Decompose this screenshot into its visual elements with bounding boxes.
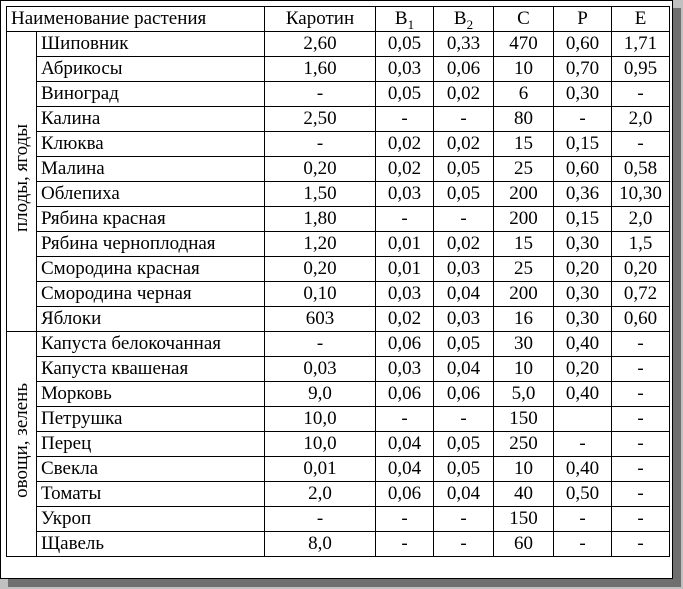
table-row bbox=[7, 407, 670, 432]
value-b1: 0,06 bbox=[376, 482, 434, 507]
value-p: 0,50 bbox=[554, 482, 612, 507]
value-carotene: 1,20 bbox=[265, 232, 376, 257]
value-e: - bbox=[612, 132, 670, 157]
header-b2-sub: 2 bbox=[466, 16, 474, 32]
value-c: 6 bbox=[494, 82, 554, 107]
value-p: - bbox=[554, 107, 612, 132]
header-carotene: Каротин bbox=[265, 7, 376, 32]
table-row bbox=[7, 332, 670, 357]
value-p: 0,30 bbox=[554, 282, 612, 307]
value-b2: 0,04 bbox=[434, 282, 494, 307]
table-row bbox=[7, 382, 670, 407]
value-c: 15 bbox=[494, 132, 554, 157]
plant-name: Укроп bbox=[37, 507, 265, 532]
value-p: 0,60 bbox=[554, 32, 612, 57]
plant-name: Томаты bbox=[37, 482, 265, 507]
value-c: 80 bbox=[494, 107, 554, 132]
table-row bbox=[7, 157, 670, 182]
plant-name: Облепиха bbox=[37, 182, 265, 207]
value-p: 0,40 bbox=[554, 457, 612, 482]
value-b2: 0,02 bbox=[434, 132, 494, 157]
header-b1 bbox=[376, 7, 434, 32]
value-b1: 0,04 bbox=[376, 457, 434, 482]
value-c: 15 bbox=[494, 232, 554, 257]
value-e: - bbox=[612, 407, 670, 432]
value-b1: 0,01 bbox=[376, 257, 434, 282]
group-label: плоды, ягоды bbox=[10, 124, 32, 232]
value-c: 30 bbox=[494, 332, 554, 357]
header-b1-sub: 1 bbox=[407, 16, 415, 32]
value-b2: 0,05 bbox=[434, 157, 494, 182]
plant-name: Капуста квашеная bbox=[37, 357, 265, 382]
value-e: 0,95 bbox=[612, 57, 670, 82]
table-row bbox=[7, 282, 670, 307]
header-b2 bbox=[434, 7, 494, 32]
group-label-cell bbox=[7, 32, 37, 332]
value-b2: 0,06 bbox=[434, 57, 494, 82]
value-c: 10 bbox=[494, 57, 554, 82]
value-p: 0,30 bbox=[554, 82, 612, 107]
plant-name: Виноград bbox=[37, 82, 265, 107]
table-row bbox=[7, 532, 670, 557]
value-p: 0,15 bbox=[554, 207, 612, 232]
plant-name: Абрикосы bbox=[37, 57, 265, 82]
table-row bbox=[7, 132, 670, 157]
value-carotene: - bbox=[265, 332, 376, 357]
value-c: 200 bbox=[494, 282, 554, 307]
value-p: 0,40 bbox=[554, 332, 612, 357]
value-b1: - bbox=[376, 107, 434, 132]
value-c: 250 bbox=[494, 432, 554, 457]
table-row bbox=[7, 57, 670, 82]
value-e: - bbox=[612, 432, 670, 457]
value-b1: - bbox=[376, 407, 434, 432]
value-b2: - bbox=[434, 507, 494, 532]
value-b1: - bbox=[376, 507, 434, 532]
plant-name: Капуста белокочанная bbox=[37, 332, 265, 357]
value-b2: 0,03 bbox=[434, 257, 494, 282]
value-c: 16 bbox=[494, 307, 554, 332]
value-b2: 0,33 bbox=[434, 32, 494, 57]
value-carotene: 0,20 bbox=[265, 257, 376, 282]
value-e: - bbox=[612, 532, 670, 557]
table-row bbox=[7, 182, 670, 207]
value-e: - bbox=[612, 332, 670, 357]
header-b1-base: B bbox=[394, 8, 408, 29]
value-e: - bbox=[612, 507, 670, 532]
value-p: 0,20 bbox=[554, 257, 612, 282]
value-b2: - bbox=[434, 107, 494, 132]
value-e: 0,58 bbox=[612, 157, 670, 182]
plant-name: Свекла bbox=[37, 457, 265, 482]
value-c: 200 bbox=[494, 182, 554, 207]
value-b2: - bbox=[434, 207, 494, 232]
plant-name: Перец bbox=[37, 432, 265, 457]
value-b1: 0,05 bbox=[376, 32, 434, 57]
value-b1: 0,06 bbox=[376, 332, 434, 357]
table-body bbox=[7, 32, 670, 557]
value-b1: 0,03 bbox=[376, 57, 434, 82]
table-row bbox=[7, 32, 670, 57]
value-p: - bbox=[554, 507, 612, 532]
plant-name: Смородина красная bbox=[37, 257, 265, 282]
value-b2: 0,06 bbox=[434, 382, 494, 407]
value-p: 0,36 bbox=[554, 182, 612, 207]
value-b1: 0,03 bbox=[376, 357, 434, 382]
value-e: - bbox=[612, 382, 670, 407]
value-p: - bbox=[554, 532, 612, 557]
value-e: 10,30 bbox=[612, 182, 670, 207]
plant-name: Яблоки bbox=[37, 307, 265, 332]
value-e: - bbox=[612, 357, 670, 382]
header-plant-name: Наименование растения bbox=[7, 7, 265, 32]
value-e: 0,60 bbox=[612, 307, 670, 332]
value-c: 200 bbox=[494, 207, 554, 232]
value-c: 150 bbox=[494, 407, 554, 432]
value-p: 0,15 bbox=[554, 132, 612, 157]
value-e: 2,0 bbox=[612, 107, 670, 132]
value-c: 10 bbox=[494, 357, 554, 382]
table-row bbox=[7, 107, 670, 132]
value-b2: 0,04 bbox=[434, 357, 494, 382]
value-b1: - bbox=[376, 532, 434, 557]
value-p: 0,30 bbox=[554, 307, 612, 332]
header-row bbox=[7, 7, 670, 32]
header-c: C bbox=[494, 7, 554, 32]
value-carotene: - bbox=[265, 82, 376, 107]
value-c: 470 bbox=[494, 32, 554, 57]
value-carotene: 1,60 bbox=[265, 57, 376, 82]
value-carotene: 603 bbox=[265, 307, 376, 332]
value-c: 10 bbox=[494, 457, 554, 482]
plant-name: Петрушка bbox=[37, 407, 265, 432]
value-b2: 0,05 bbox=[434, 432, 494, 457]
value-b1: 0,04 bbox=[376, 432, 434, 457]
value-e: 0,20 bbox=[612, 257, 670, 282]
value-carotene: 1,80 bbox=[265, 207, 376, 232]
value-p bbox=[554, 407, 612, 432]
value-b1: 0,02 bbox=[376, 132, 434, 157]
value-b2: 0,02 bbox=[434, 82, 494, 107]
plant-name: Малина bbox=[37, 157, 265, 182]
value-carotene: 0,10 bbox=[265, 282, 376, 307]
value-b1: 0,02 bbox=[376, 157, 434, 182]
plant-name: Шиповник bbox=[37, 32, 265, 57]
table-row bbox=[7, 257, 670, 282]
value-b2: - bbox=[434, 532, 494, 557]
value-c: 25 bbox=[494, 157, 554, 182]
table-row bbox=[7, 357, 670, 382]
value-carotene: 8,0 bbox=[265, 532, 376, 557]
value-c: 60 bbox=[494, 532, 554, 557]
value-b1: 0,03 bbox=[376, 182, 434, 207]
value-b1: 0,03 bbox=[376, 282, 434, 307]
value-carotene: - bbox=[265, 507, 376, 532]
value-b1: 0,05 bbox=[376, 82, 434, 107]
plant-name: Морковь bbox=[37, 382, 265, 407]
value-c: 25 bbox=[494, 257, 554, 282]
value-b2: 0,05 bbox=[434, 457, 494, 482]
table-row bbox=[7, 232, 670, 257]
value-e: - bbox=[612, 482, 670, 507]
plant-name: Рябина черноплодная bbox=[37, 232, 265, 257]
value-carotene: 2,50 bbox=[265, 107, 376, 132]
value-b2: 0,03 bbox=[434, 307, 494, 332]
vitamin-table bbox=[6, 6, 670, 557]
plant-name: Клюква bbox=[37, 132, 265, 157]
plant-name: Смородина черная bbox=[37, 282, 265, 307]
table-row bbox=[7, 482, 670, 507]
value-p: 0,40 bbox=[554, 382, 612, 407]
value-b2: 0,05 bbox=[434, 332, 494, 357]
value-p: 0,60 bbox=[554, 157, 612, 182]
table-row bbox=[7, 307, 670, 332]
value-b2: - bbox=[434, 407, 494, 432]
value-carotene: - bbox=[265, 132, 376, 157]
value-carotene: 0,01 bbox=[265, 457, 376, 482]
table-row bbox=[7, 82, 670, 107]
table-row bbox=[7, 432, 670, 457]
value-p: 0,20 bbox=[554, 357, 612, 382]
value-e: - bbox=[612, 457, 670, 482]
value-c: 150 bbox=[494, 507, 554, 532]
value-p: 0,70 bbox=[554, 57, 612, 82]
plant-name: Калина bbox=[37, 107, 265, 132]
value-b1: 0,06 bbox=[376, 382, 434, 407]
value-b1: 0,02 bbox=[376, 307, 434, 332]
value-b2: 0,04 bbox=[434, 482, 494, 507]
header-b2-base: B bbox=[453, 8, 467, 29]
value-b2: 0,05 bbox=[434, 182, 494, 207]
table-row bbox=[7, 507, 670, 532]
plant-name: Рябина красная bbox=[37, 207, 265, 232]
value-e: 2,0 bbox=[612, 207, 670, 232]
value-b1: 0,01 bbox=[376, 232, 434, 257]
plant-name: Щавель bbox=[37, 532, 265, 557]
table-row bbox=[7, 207, 670, 232]
value-b2: 0,02 bbox=[434, 232, 494, 257]
value-p: - bbox=[554, 432, 612, 457]
value-c: 5,0 bbox=[494, 382, 554, 407]
group-label: овощи, зелень bbox=[10, 383, 32, 498]
value-e: 1,5 bbox=[612, 232, 670, 257]
value-carotene: 1,50 bbox=[265, 182, 376, 207]
value-carotene: 10,0 bbox=[265, 407, 376, 432]
group-label-cell bbox=[7, 332, 37, 557]
value-carotene: 9,0 bbox=[265, 382, 376, 407]
header-p: P bbox=[554, 7, 612, 32]
value-carotene: 0,03 bbox=[265, 357, 376, 382]
value-e: - bbox=[612, 82, 670, 107]
value-c: 40 bbox=[494, 482, 554, 507]
value-carotene: 0,20 bbox=[265, 157, 376, 182]
header-e: E bbox=[612, 7, 670, 32]
value-carotene: 2,60 bbox=[265, 32, 376, 57]
value-carotene: 10,0 bbox=[265, 432, 376, 457]
table-row bbox=[7, 457, 670, 482]
value-e: 1,71 bbox=[612, 32, 670, 57]
value-p: 0,30 bbox=[554, 232, 612, 257]
value-e: 0,72 bbox=[612, 282, 670, 307]
value-carotene: 2,0 bbox=[265, 482, 376, 507]
value-b1: - bbox=[376, 207, 434, 232]
